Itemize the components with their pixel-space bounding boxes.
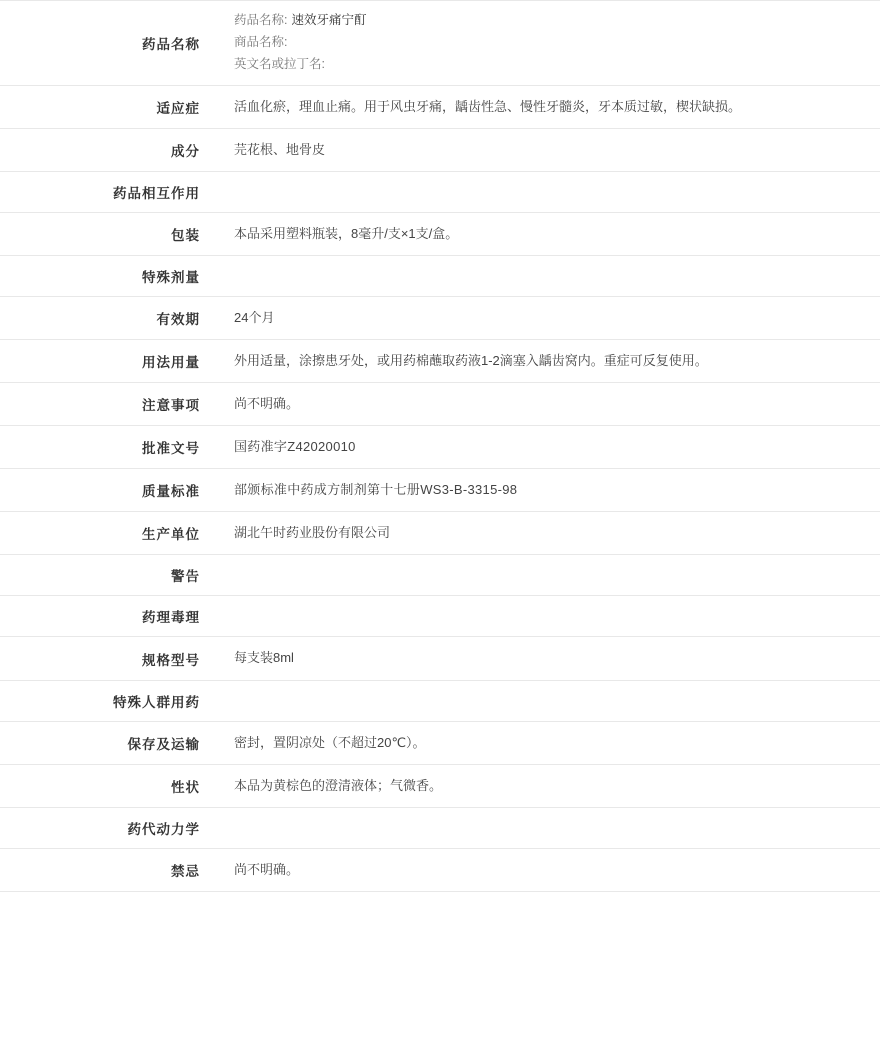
row-label: 特殊剂量 (142, 269, 200, 285)
row-label: 注意事项 (142, 398, 200, 414)
row-label: 包装 (171, 227, 200, 243)
table-row (0, 426, 880, 469)
table-row (0, 848, 880, 891)
row-label: 药理毒理 (142, 610, 200, 626)
row-label: 生产单位 (142, 527, 200, 543)
row-label: 禁忌 (171, 863, 200, 879)
row-label: 药代动力学 (127, 821, 200, 837)
table-row (0, 296, 880, 339)
table-row (0, 807, 880, 848)
table-row (0, 555, 880, 596)
row-value: 24个月 (234, 309, 275, 325)
drug-name-line (234, 10, 868, 32)
drug-name-block (214, 1, 880, 86)
row-value (214, 680, 880, 721)
row-value (214, 255, 880, 296)
row-value (214, 596, 880, 637)
table-row (0, 383, 880, 426)
row-label: 适应症 (156, 100, 200, 116)
row-label: 特殊人群用药 (113, 694, 200, 710)
drug-name-label: 药品名称: (234, 13, 288, 27)
row-label: 药品名称 (142, 36, 200, 52)
row-label: 性状 (171, 779, 200, 795)
trade-name-label: 商品名称: (234, 34, 288, 49)
row-value: 尚不明确。 (234, 396, 300, 412)
row-value: 本品为黄棕色的澄清液体；气微香。 (234, 777, 443, 793)
row-value: 国药准字Z42020010 (234, 439, 356, 455)
table-row (0, 212, 880, 255)
table-row (0, 469, 880, 512)
table-row (0, 340, 880, 383)
row-value: 湖北午时药业股份有限公司 (234, 525, 391, 541)
row-value: 活血化瘀，理血止痛。用于风虫牙痛，龋齿性急、慢性牙髓炎，牙本质过敏，楔状缺损。 (234, 98, 742, 114)
table-row (0, 255, 880, 296)
row-value (214, 171, 880, 212)
table-row (0, 128, 880, 171)
trade-name-value (287, 35, 291, 49)
row-label: 保存及运输 (127, 736, 200, 752)
page-bottom-spacer (0, 892, 880, 1042)
table-row (0, 764, 880, 807)
row-label: 质量标准 (142, 484, 200, 500)
row-label: 规格型号 (142, 652, 200, 668)
table-row (0, 637, 880, 680)
table-row (0, 721, 880, 764)
row-label: 药品相互作用 (113, 185, 200, 201)
latin-name-label: 英文名或拉丁名: (234, 56, 325, 71)
row-label: 警告 (171, 569, 200, 585)
row-value: 部颁标准中药成方制剂第十七册WS3-B-3315-98 (234, 482, 518, 498)
trade-name-line (234, 32, 868, 54)
table-row (0, 596, 880, 637)
latin-name-value (325, 57, 329, 71)
row-value: 密封，置阴凉处（不超过20℃）。 (234, 734, 426, 750)
row-label: 用法用量 (142, 355, 200, 371)
latin-name-line (234, 54, 868, 76)
drug-name-value: 速效牙痛宁酊 (291, 13, 367, 27)
row-value: 每支装8ml (234, 650, 294, 666)
row-value: 芫花根、地骨皮 (234, 141, 326, 157)
row-value: 本品采用塑料瓶装，8毫升/支×1支/盒。 (234, 225, 459, 241)
row-value (214, 807, 880, 848)
drug-info-table-body (0, 1, 880, 892)
table-row (0, 512, 880, 555)
table-row (0, 680, 880, 721)
row-value: 外用适量，涂擦患牙处，或用药棉蘸取药液1-2滴塞入龋齿窝内。重症可反复使用。 (234, 353, 708, 368)
row-label: 批准文号 (142, 441, 200, 457)
row-value (214, 555, 880, 596)
row-label: 成分 (171, 143, 200, 159)
table-row (0, 171, 880, 212)
table-row (0, 1, 880, 86)
row-label: 有效期 (156, 311, 200, 327)
table-row (0, 85, 880, 128)
row-value: 尚不明确。 (234, 861, 300, 877)
